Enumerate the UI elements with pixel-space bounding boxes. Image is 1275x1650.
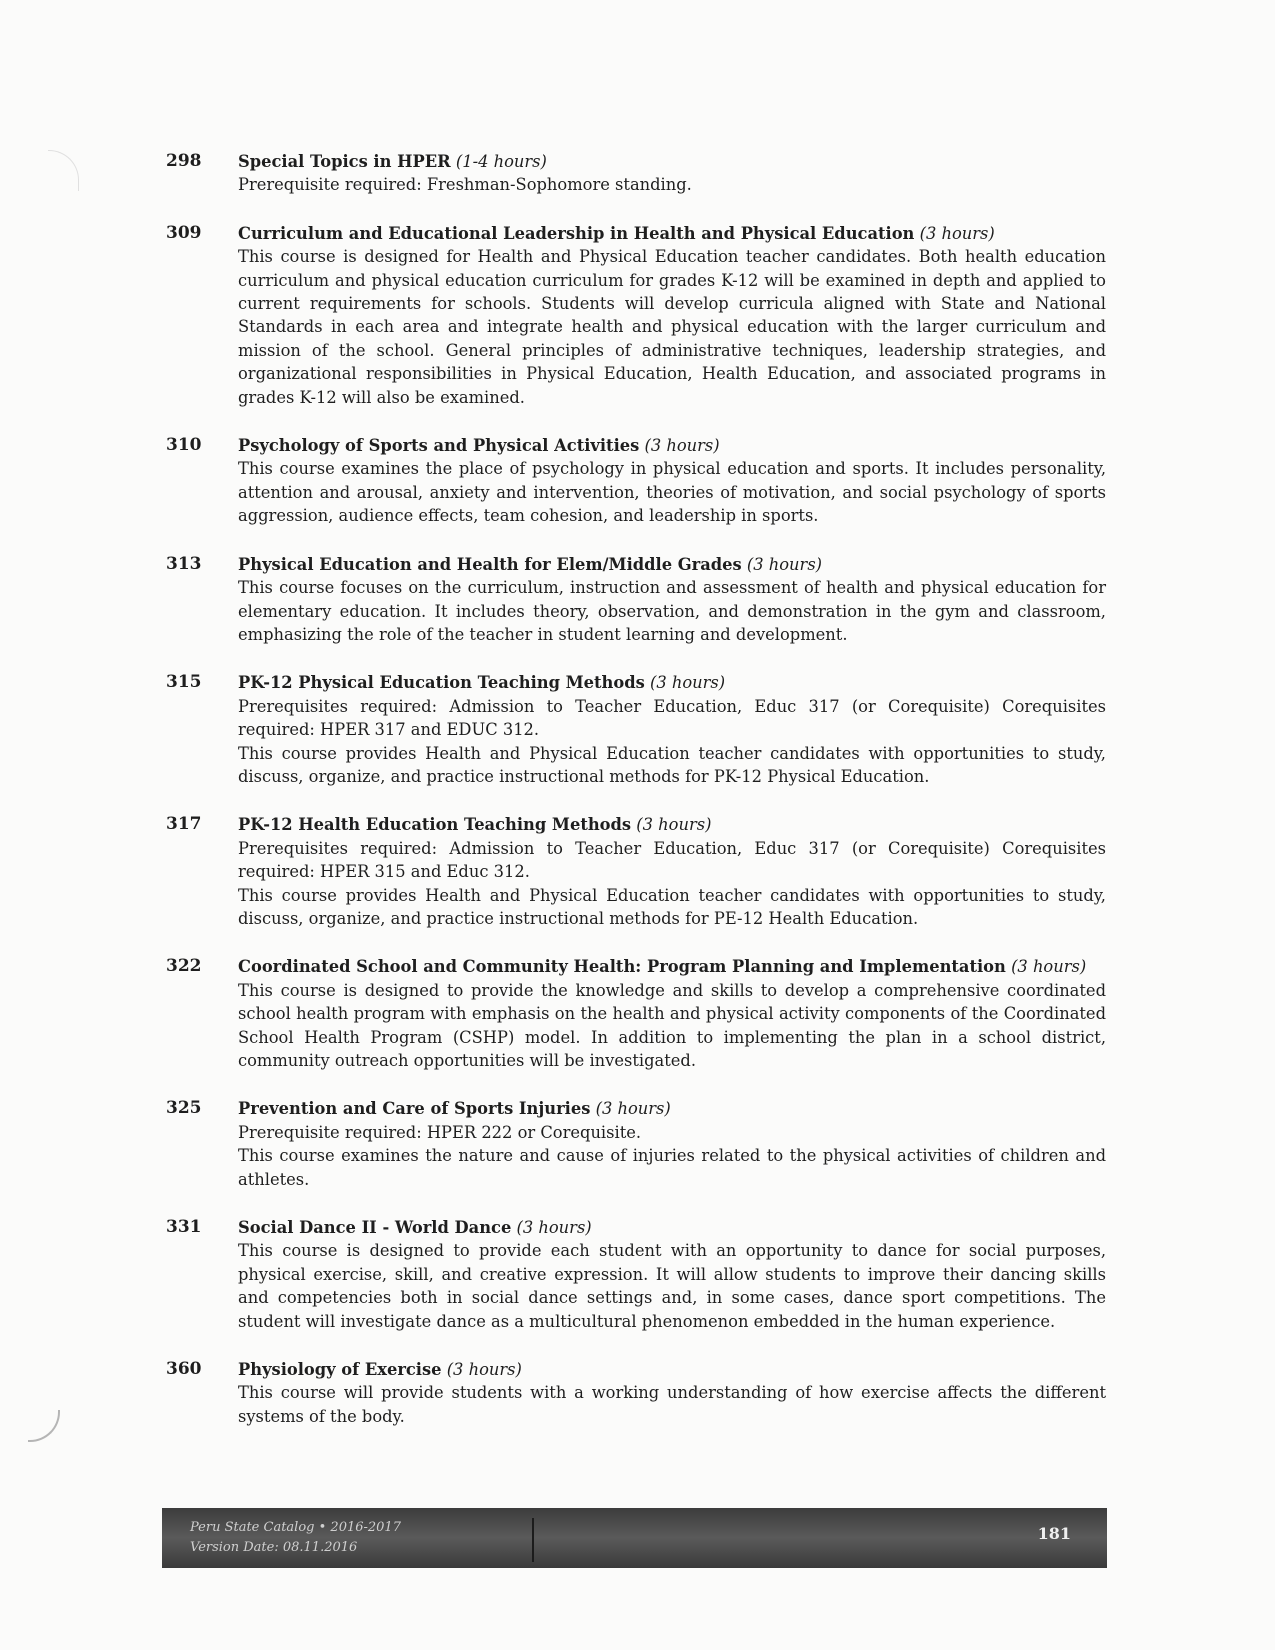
course-number: 317 bbox=[166, 814, 202, 835]
course-entry bbox=[166, 1358, 1106, 1428]
course-entry bbox=[166, 1097, 1106, 1191]
course-body bbox=[238, 434, 1106, 528]
course-body bbox=[238, 1097, 1106, 1191]
course-heading bbox=[238, 1097, 1106, 1120]
course-description: This course provides Health and Physical Education teacher candidates with opportunities to study, discuss, organize, and practice instructional methods for PK-12 Physical Education. bbox=[238, 743, 1106, 786]
course-heading bbox=[238, 813, 1106, 836]
course-number: 325 bbox=[166, 1098, 202, 1119]
course-number: 310 bbox=[166, 435, 202, 456]
course-entry bbox=[166, 150, 1106, 197]
course-body bbox=[238, 1358, 1106, 1428]
course-number: 322 bbox=[166, 956, 202, 977]
scan-artifact-bottom bbox=[28, 1410, 60, 1442]
course-title: Special Topics in HPER bbox=[238, 152, 451, 171]
course-title: Physiology of Exercise bbox=[238, 1360, 442, 1380]
course-hours: (3 hours) bbox=[636, 815, 712, 835]
course-description: This course is designed for Health and Physical Education teacher candidates. Both health education curriculum and physical education curriculum for grades K-12 will be examined in depth and applied to current requirements for schools. Students will develop curricula aligned with State and National Standards in each area and integrate health and physical education with the larger curriculum and mission of the school. General principles of administrative techniques, leadership strategies, and organizational responsibilities in Physical Education, Health Education, and associated programs in grades K-12 will also be examined. bbox=[238, 247, 1106, 407]
course-number: 360 bbox=[166, 1359, 202, 1380]
course-title: Psychology of Sports and Physical Activities bbox=[238, 436, 640, 456]
course-description: This course will provide students with a working understanding of how exercise affects the different systems of the body. bbox=[238, 1383, 1106, 1426]
course-entry bbox=[166, 955, 1106, 1072]
course-title: Curriculum and Educational Leadership in Health and Physical Education bbox=[238, 223, 915, 243]
page-number: 181 bbox=[1037, 1524, 1071, 1543]
course-title: Prevention and Care of Sports Injuries bbox=[238, 1099, 591, 1119]
course-hours: (3 hours) bbox=[649, 673, 726, 693]
course-heading bbox=[238, 150, 1106, 173]
course-hours: (1-4 hours) bbox=[455, 152, 547, 171]
footer-divider bbox=[532, 1518, 534, 1562]
course-entry bbox=[166, 222, 1106, 409]
course-heading bbox=[238, 222, 1106, 245]
course-body bbox=[238, 553, 1106, 647]
course-description: This course is designed to provide the knowledge and skills to develop a comprehensive coordinated school health program with emphasis on the health and physical activity components of the Coordinated School Health Program (CSHP) model. In addition to implementing the plan in a school district, community outreach opportunities will be investigated. bbox=[238, 980, 1106, 1070]
course-description: This course focuses on the curriculum, instruction and assessment of health and physical education for elementary education. It includes theory, observation, and demonstration in the gym and classroom, emphasizing the role of the teacher in student learning and development. bbox=[238, 578, 1106, 644]
course-description: This course provides Health and Physical Education teacher candidates with opportunities to study, discuss, organize, and practice instructional methods for PE-12 Health Education. bbox=[238, 885, 1106, 928]
course-body bbox=[238, 150, 1106, 197]
course-title: Physical Education and Health for Elem/Middle Grades bbox=[238, 554, 742, 574]
course-title: Social Dance II - World Dance bbox=[238, 1218, 512, 1238]
course-body bbox=[238, 955, 1106, 1072]
course-number: 315 bbox=[166, 672, 202, 693]
course-number: 298 bbox=[166, 151, 202, 171]
course-description: Prerequisite required: HPER 222 or Corequisite. bbox=[238, 1122, 642, 1142]
course-hours: (3 hours) bbox=[746, 554, 823, 574]
course-description: Prerequisites required: Admission to Teacher Education, Educ 317 (or Corequisite) Corequisites required: HPER 317 and EDUC 312. bbox=[238, 696, 1106, 740]
course-hours: (3 hours) bbox=[1011, 957, 1087, 977]
course-title: Coordinated School and Community Health: Program Planning and Implementation bbox=[238, 957, 1006, 977]
course-description: This course examines the nature and cause of injuries related to the physical activities of children and athletes. bbox=[238, 1146, 1106, 1189]
scan-artifact-top bbox=[48, 150, 79, 191]
course-heading bbox=[238, 553, 1106, 576]
course-body bbox=[238, 1216, 1106, 1333]
course-hours: (3 hours) bbox=[446, 1360, 522, 1380]
course-entry bbox=[166, 671, 1106, 788]
course-number: 309 bbox=[166, 222, 202, 243]
course-title: PK-12 Health Education Teaching Methods bbox=[238, 815, 632, 835]
course-heading bbox=[238, 1216, 1106, 1239]
course-description: Prerequisite required: Freshman-Sophomore standing. bbox=[238, 175, 692, 195]
course-title: PK-12 Physical Education Teaching Methods bbox=[238, 673, 645, 693]
course-entry bbox=[166, 434, 1106, 528]
course-heading bbox=[238, 434, 1106, 457]
course-entry bbox=[166, 1216, 1106, 1333]
course-hours: (3 hours) bbox=[595, 1099, 671, 1119]
course-entry bbox=[166, 813, 1106, 930]
footer-catalog-title: Peru State Catalog • 2016-2017 bbox=[190, 1520, 401, 1535]
course-heading bbox=[238, 671, 1106, 694]
course-entry bbox=[166, 553, 1106, 647]
page-footer bbox=[162, 1508, 1107, 1568]
course-list bbox=[166, 150, 1106, 1453]
course-description: This course examines the place of psychology in physical education and sports. It includes personality, attention and arousal, anxiety and intervention, theories of motivation, and social psychology of sports aggression, audience effects, team cohesion, and leadership in sports. bbox=[238, 459, 1106, 526]
course-description: Prerequisites required: Admission to Teacher Education, Educ 317 (or Corequisite) Corequisites required: HPER 315 and Educ 312. bbox=[238, 838, 1106, 882]
course-hours: (3 hours) bbox=[919, 223, 995, 243]
course-hours: (3 hours) bbox=[644, 436, 720, 456]
course-body bbox=[238, 813, 1106, 930]
course-body bbox=[238, 671, 1106, 788]
course-body bbox=[238, 222, 1106, 409]
course-number: 331 bbox=[166, 1217, 202, 1238]
course-heading bbox=[238, 955, 1106, 978]
course-description: This course is designed to provide each student with an opportunity to dance for social purposes, physical exercise, skill, and creative expression. It will allow students to improve their dancing skills and competencies both in social dance settings and, in some cases, dance sport competitions. The student will investigate dance as a multicultural phenomenon embedded in the human experience. bbox=[238, 1241, 1106, 1331]
footer-catalog-info bbox=[190, 1518, 401, 1558]
course-heading bbox=[238, 1358, 1106, 1381]
footer-version-date: Version Date: 08.11.2016 bbox=[190, 1540, 358, 1555]
course-hours: (3 hours) bbox=[516, 1218, 592, 1238]
course-number: 313 bbox=[166, 553, 202, 574]
